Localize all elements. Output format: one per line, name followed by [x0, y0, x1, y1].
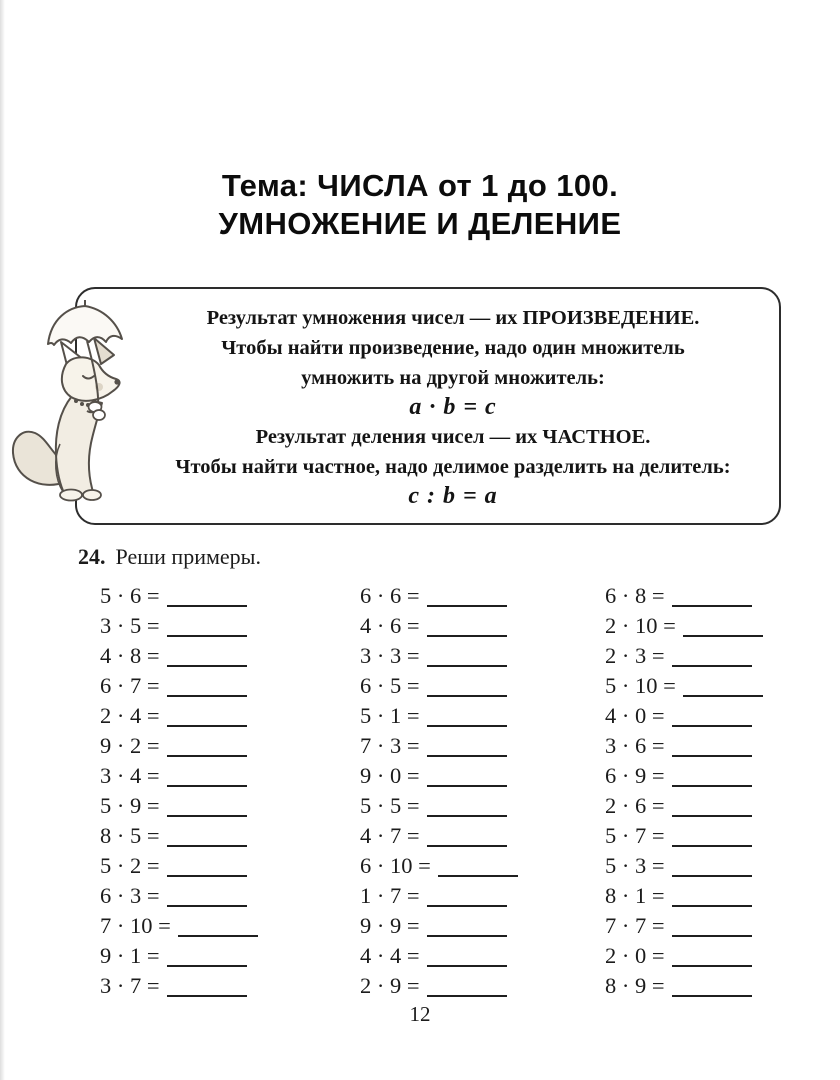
problem-expression: 4 · 0 = — [605, 703, 665, 728]
answer-blank — [167, 694, 247, 697]
problem-expression: 5 · 3 = — [605, 853, 665, 878]
problem-row — [100, 941, 360, 971]
problem-expression: 6 · 3 = — [100, 883, 160, 908]
answer-blank — [167, 844, 247, 847]
answer-blank — [167, 964, 247, 967]
problem-expression: 5 · 10 = — [605, 673, 676, 698]
problem-row — [605, 581, 840, 611]
problem-column-3 — [605, 581, 840, 1001]
answer-blank — [672, 814, 752, 817]
problem-expression: 2 · 3 = — [605, 643, 665, 668]
answer-blank — [672, 874, 752, 877]
answer-blank — [672, 904, 752, 907]
exercise-instruction: Реши примеры. — [115, 544, 261, 569]
answer-blank — [672, 844, 752, 847]
answer-blank — [427, 694, 507, 697]
rule-line-division-1: Результат деления чисел — их ЧАСТНОЕ. — [255, 426, 651, 448]
problem-expression: 9 · 0 = — [360, 763, 420, 788]
answer-blank — [427, 964, 507, 967]
answer-blank — [672, 604, 752, 607]
answer-blank — [427, 664, 507, 667]
page-title — [0, 167, 840, 243]
problem-row — [100, 731, 360, 761]
answer-blank — [672, 784, 752, 787]
answer-blank — [672, 724, 752, 727]
division-formula: c : b = a — [408, 483, 498, 509]
problem-expression: 9 · 1 = — [100, 943, 160, 968]
problem-expression: 3 · 5 = — [100, 613, 160, 638]
fox-with-umbrella-illustration — [4, 294, 160, 512]
rule-line-multiplication-2: Чтобы найти произведение, надо один множитель — [221, 337, 685, 359]
problem-row — [605, 821, 840, 851]
answer-blank — [427, 934, 507, 937]
problem-row — [360, 881, 605, 911]
problem-row — [100, 761, 360, 791]
answer-blank — [427, 994, 507, 997]
problem-expression: 9 · 2 = — [100, 733, 160, 758]
fox-foot — [83, 490, 101, 500]
problem-row — [605, 611, 840, 641]
answer-blank — [167, 664, 247, 667]
problem-expression: 6 · 10 = — [360, 853, 431, 878]
rule-line-multiplication-1: Результат умножения чисел — их ПРОИЗВЕДЕНИЕ. — [206, 307, 700, 329]
problem-expression: 8 · 5 = — [100, 823, 160, 848]
answer-blank — [672, 934, 752, 937]
page-title-line2: УМНОЖЕНИЕ И ДЕЛЕНИЕ — [218, 206, 622, 241]
problem-row — [100, 881, 360, 911]
exercise-heading — [78, 544, 261, 570]
problem-row — [360, 911, 605, 941]
fox-paw — [93, 410, 105, 420]
answer-blank — [427, 814, 507, 817]
exercise-number: 24. — [78, 544, 106, 569]
problem-row — [100, 701, 360, 731]
problem-row — [605, 911, 840, 941]
answer-blank — [427, 754, 507, 757]
answer-blank — [683, 694, 763, 697]
problem-expression: 2 · 6 = — [605, 793, 665, 818]
answer-blank — [167, 784, 247, 787]
problem-row — [360, 941, 605, 971]
multiplication-formula: a · b = c — [409, 394, 497, 420]
answer-blank — [427, 784, 507, 787]
rule-info-box — [75, 287, 781, 525]
problem-expression: 6 · 7 = — [100, 673, 160, 698]
problem-expression: 7 · 7 = — [605, 913, 665, 938]
scan-page-edge — [0, 0, 5, 1080]
problem-row — [100, 911, 360, 941]
problem-expression: 4 · 8 = — [100, 643, 160, 668]
answer-blank — [427, 724, 507, 727]
problem-expression: 2 · 10 = — [605, 613, 676, 638]
problem-row — [605, 971, 840, 1001]
answer-blank — [167, 754, 247, 757]
problem-row — [360, 971, 605, 1001]
problem-expression: 7 · 10 = — [100, 913, 171, 938]
problem-expression: 8 · 9 = — [605, 973, 665, 998]
problem-row — [605, 641, 840, 671]
answer-blank — [427, 844, 507, 847]
answer-blank — [672, 664, 752, 667]
problem-expression: 2 · 9 = — [360, 973, 420, 998]
problem-expression: 1 · 7 = — [360, 883, 420, 908]
umbrella-canopy — [48, 306, 122, 345]
problem-expression: 4 · 6 = — [360, 613, 420, 638]
problem-expression: 6 · 6 = — [360, 583, 420, 608]
problem-row — [100, 791, 360, 821]
problem-row — [360, 791, 605, 821]
problem-expression: 3 · 4 = — [100, 763, 160, 788]
problem-expression: 4 · 7 = — [360, 823, 420, 848]
problem-row — [100, 611, 360, 641]
answer-blank — [427, 604, 507, 607]
problem-expression: 6 · 8 = — [605, 583, 665, 608]
answer-blank — [672, 994, 752, 997]
problem-row — [605, 701, 840, 731]
answer-blank — [427, 634, 507, 637]
fox-ear — [94, 338, 114, 364]
problem-row — [360, 821, 605, 851]
problem-expression: 5 · 7 = — [605, 823, 665, 848]
answer-blank — [167, 904, 247, 907]
problem-row — [100, 851, 360, 881]
problem-expression: 5 · 6 = — [100, 583, 160, 608]
problem-row — [100, 671, 360, 701]
problem-expression: 8 · 1 = — [605, 883, 665, 908]
answer-blank — [167, 604, 247, 607]
fox-umbrella-drawing — [4, 294, 160, 512]
problem-row — [605, 761, 840, 791]
problem-expression: 9 · 9 = — [360, 913, 420, 938]
answer-blank — [683, 634, 763, 637]
problem-row — [605, 791, 840, 821]
problem-expression: 3 · 7 = — [100, 973, 160, 998]
answer-blank — [167, 724, 247, 727]
problem-expression: 6 · 9 = — [605, 763, 665, 788]
problem-row — [360, 761, 605, 791]
page-title-line1: Тема: ЧИСЛА от 1 до 100. — [221, 168, 619, 203]
problem-row — [605, 671, 840, 701]
problem-row — [360, 671, 605, 701]
problem-row — [605, 881, 840, 911]
problem-row — [605, 941, 840, 971]
problem-row — [605, 731, 840, 761]
problem-expression: 7 · 3 = — [360, 733, 420, 758]
problem-row — [360, 851, 605, 881]
problem-expression: 5 · 1 = — [360, 703, 420, 728]
problem-row — [605, 851, 840, 881]
answer-blank — [167, 814, 247, 817]
answer-blank — [167, 874, 247, 877]
rule-info-text — [139, 303, 767, 511]
problem-expression: 3 · 6 = — [605, 733, 665, 758]
answer-blank — [672, 964, 752, 967]
problem-row — [100, 581, 360, 611]
problems-grid — [100, 581, 840, 1001]
rule-line-multiplication-3: умножить на другой множитель: — [301, 367, 605, 389]
problem-expression: 5 · 2 = — [100, 853, 160, 878]
answer-blank — [167, 634, 247, 637]
problem-expression: 2 · 4 = — [100, 703, 160, 728]
problem-row — [100, 971, 360, 1001]
problem-row — [360, 731, 605, 761]
problem-expression: 4 · 4 = — [360, 943, 420, 968]
rule-line-division-2: Чтобы найти частное, надо делимое разделить на делитель: — [175, 456, 731, 478]
problem-row — [360, 611, 605, 641]
problem-expression: 5 · 5 = — [360, 793, 420, 818]
page-number: 12 — [409, 1002, 431, 1026]
fox-foot — [60, 490, 82, 501]
fox-nose — [114, 379, 119, 384]
problem-expression: 6 · 5 = — [360, 673, 420, 698]
answer-blank — [672, 754, 752, 757]
problem-row — [100, 821, 360, 851]
problem-row — [360, 641, 605, 671]
problem-column-2 — [360, 581, 605, 1001]
problem-row — [360, 701, 605, 731]
answer-blank — [167, 994, 247, 997]
problem-row — [360, 581, 605, 611]
problem-row — [100, 641, 360, 671]
problem-expression: 3 · 3 = — [360, 643, 420, 668]
answer-blank — [178, 934, 258, 937]
problem-expression: 2 · 0 = — [605, 943, 665, 968]
answer-blank — [427, 904, 507, 907]
problem-column-1 — [100, 581, 360, 1001]
answer-blank — [438, 874, 518, 877]
problem-expression: 5 · 9 = — [100, 793, 160, 818]
